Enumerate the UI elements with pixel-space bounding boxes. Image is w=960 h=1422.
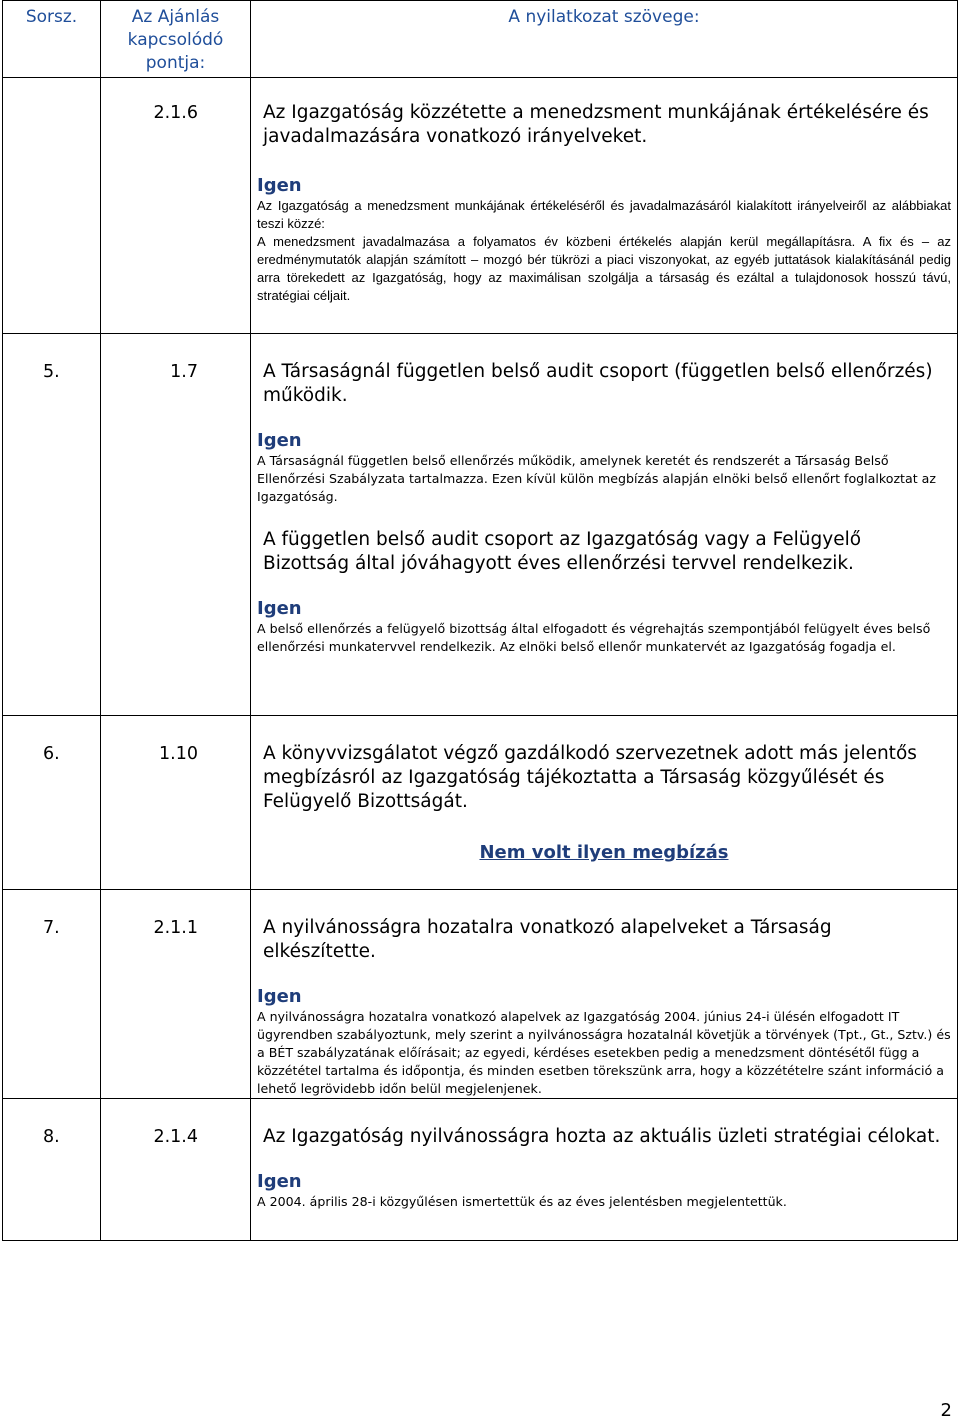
answer-label: Igen	[257, 430, 302, 451]
statement-text: Az Igazgatóság a menedzsment munkájának értékeléséről és javadalmazásáról kialakított irányelveiről az alábbiakat teszi közzé:	[257, 198, 951, 231]
header-col-number: Sorsz.	[3, 1, 101, 78]
row-reference: 2.1.4	[101, 1099, 251, 1241]
row-number	[3, 78, 101, 334]
table-row	[3, 1099, 958, 1241]
answer-label: Nem volt ilyen megbízás	[479, 842, 729, 863]
statement-title: Az Igazgatóság közzétette a menedzsment munkájának értékelésére és javadalmazására vonatkozó irányelveket.	[263, 102, 929, 147]
row-statement	[251, 716, 958, 890]
statement-title: A Társaságnál független belső audit csoport (független belső ellenőrzés) működik.	[263, 361, 933, 406]
statement-title: A könyvvizsgálatot végző gazdálkodó szervezetnek adott más jelentős megbízásról az Igazgatóság tájékoztatta a Társaság közgyűlését és Felügyelő Bizottságát.	[263, 743, 917, 812]
statement-title: A nyilvánosságra hozatalra vonatkozó alapelveket a Társaság elkészítette.	[263, 917, 832, 962]
answer-label: Igen	[257, 175, 302, 196]
answer-label: Igen	[257, 1171, 302, 1192]
row-number: 5.	[3, 334, 101, 716]
statement-title: Az Igazgatóság nyilvánosságra hozta az aktuális üzleti stratégiai célokat.	[263, 1126, 941, 1147]
statement-text: A nyilvánosságra hozatalra vonatkozó alapelvek az Igazgatóság 2004. június 24-i ülésén elfogadott IT ügyrendben szabályoztunk, mely szerint a nyilvánosságra hozatalnál követjük a törvények (Tpt., Gt., Sztv.) és a BÉT szabályzatának előírásait; az egyedi, kérdéses esetekben pedig a menedzsment döntésétől függ a közzététel tartalma és időpontja, és minden esetben törekszünk arra, hogy a közzétételre szánt információ a lehető legrövidebb időn belül megjelenjenek.	[257, 1009, 951, 1096]
table-row	[3, 78, 958, 334]
row-statement	[251, 334, 958, 716]
row-statement	[251, 890, 958, 1099]
table-row	[3, 334, 958, 716]
row-reference: 1.7	[101, 334, 251, 716]
statement-subtitle: A független belső audit csoport az Igazgatóság vagy a Felügyelő Bizottság által jóváhagyott éves ellenőrzési tervvel rendelkezik.	[263, 529, 862, 574]
table-row	[3, 890, 958, 1099]
row-statement	[251, 1099, 958, 1241]
header-col-reference: Az Ajánlás kapcsolódó pontja:	[101, 1, 251, 78]
header-row	[3, 1, 958, 78]
row-reference: 2.1.6	[101, 78, 251, 334]
statement-text: A 2004. április 28-i közgyűlésen ismertettük és az éves jelentésben megjelentettük.	[257, 1194, 787, 1209]
answer-label: Igen	[257, 986, 302, 1007]
answer-label: Igen	[257, 598, 302, 619]
row-reference: 2.1.1	[101, 890, 251, 1099]
statement-text: A menedzsment javadalmazása a folyamatos év közbeni értékelés alapján kerül megállapításra. A fix és – az eredménymutatók alapján számított – mozgó bér tükrözi a piaci viszonyokat, az egyéb juttatások kialakításánál pedig arra törekedett az Igazgatóság, hogy az maximálisan szolgálja a társaság és ezáltal a tulajdonosok hosszú távú, stratégiai céljait.	[257, 234, 951, 303]
row-reference: 1.10	[101, 716, 251, 890]
statement-text: A belső ellenőrzés a felügyelő bizottság által elfogadott és végrehajtás szempontjából felügyelt éves belső ellenőrzési munkatervvel rendelkezik. Az elnöki belső ellenőr munkatervét az Igazgatóság fogadja el.	[257, 621, 931, 654]
row-number: 8.	[3, 1099, 101, 1241]
row-number: 6.	[3, 716, 101, 890]
header-col-statement: A nyilatkozat szövege:	[251, 1, 958, 78]
row-number: 7.	[3, 890, 101, 1099]
row-statement	[251, 78, 958, 334]
statement-text: A Társaságnál független belső ellenőrzés működik, amelynek keretét és rendszerét a Társaság Belső Ellenőrzési Szabályzata tartalmazza. Ezen kívül külön megbízás alapján elnöki belső ellenőrt foglalkoztat az Igazgatóság.	[257, 453, 936, 504]
table-row	[3, 716, 958, 890]
page-number: 2	[940, 1400, 952, 1421]
declaration-table	[2, 0, 958, 1241]
